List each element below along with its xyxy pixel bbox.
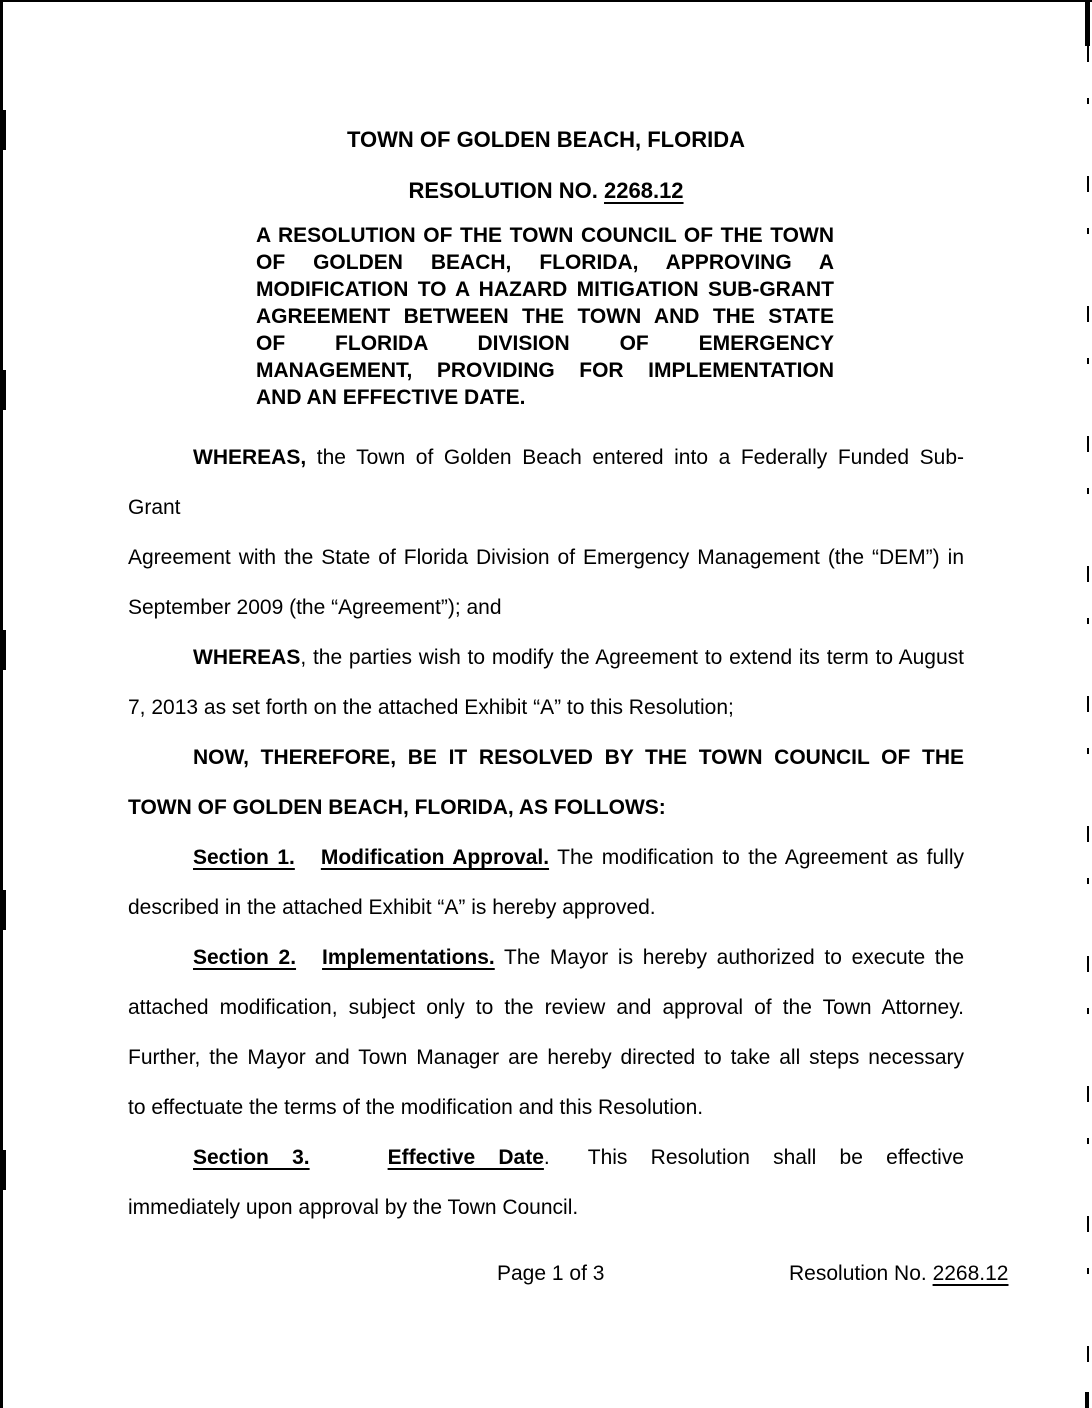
body-line-section-3 (128, 1183, 964, 1233)
text-run: The modification to the Agreement as fully (549, 846, 965, 869)
body-line-now-therefore (128, 783, 964, 833)
body-line-section-2 (128, 1083, 964, 1133)
body-line-section-1 (128, 883, 964, 933)
caption-line: OF GOLDEN BEACH, FLORIDA, APPROVING A (256, 251, 834, 274)
text-run: NOW, THEREFORE, BE IT RESOLVED BY THE TOWN COUNCIL OF THE (193, 746, 964, 769)
text-run: Section 3. (193, 1146, 310, 1169)
footer-page-number: Page 1 of 3 (497, 1262, 605, 1285)
body-line-whereas-1 (128, 433, 964, 533)
body-line-whereas-2 (128, 683, 964, 733)
body-line-section-2 (128, 933, 964, 983)
tab-space (295, 863, 321, 864)
text-run: Agreement with the State of Florida Division of Emergency Management (the “DEM”) in (128, 546, 964, 569)
text-run: Section 1. (193, 846, 295, 869)
document-title: TOWN OF GOLDEN BEACH, FLORIDA (346, 127, 746, 152)
text-run: TOWN OF GOLDEN BEACH, FLORIDA, AS FOLLOWS: (128, 796, 666, 819)
scan-artifact-right-top (1085, 0, 1090, 46)
text-run: to effectuate the terms of the modification and this Resolution. (128, 1096, 704, 1119)
scan-artifact-top-edge (0, 0, 1092, 2)
text-run: immediately upon approval by the Town Council. (128, 1196, 579, 1219)
caption (256, 222, 834, 411)
text-run: 7, 2013 as set forth on the attached Exhibit “A” to this Resolution; (128, 696, 734, 719)
scan-artifact-right-edge (1087, 46, 1089, 1392)
body-line-whereas-2 (128, 633, 964, 683)
caption-line: AGREEMENT BETWEEN THE TOWN AND THE STATE (256, 305, 834, 328)
footer-resolution-label: Resolution No. (789, 1262, 933, 1285)
caption-line: MANAGEMENT, PROVIDING FOR IMPLEMENTATION (256, 359, 834, 382)
text-run: Implementations. (322, 946, 495, 969)
body-line-section-3 (128, 1133, 964, 1183)
footer-resolution-number (789, 1262, 1009, 1286)
document-body (128, 433, 964, 1233)
scan-artifact-left-blobs (0, 0, 6, 1408)
text-run: Effective Date (387, 1146, 544, 1169)
text-run: attached modification, subject only to the review and approval of the Town Attorney. (128, 996, 964, 1019)
body-line-section-1 (128, 833, 964, 883)
resolution-heading-number: 2268.12 (604, 178, 684, 203)
resolution-heading-label: RESOLUTION NO. (408, 178, 605, 203)
body-line-now-therefore (128, 733, 964, 783)
tab-space (296, 963, 322, 964)
text-run: , the parties wish to modify the Agreement to extend its term to August (300, 646, 964, 669)
footer-resolution-value: 2268.12 (932, 1262, 1009, 1285)
tab-space (310, 1163, 388, 1164)
caption-line: OF FLORIDA DIVISION OF EMERGENCY (256, 332, 834, 355)
text-run: described in the attached Exhibit “A” is hereby approved. (128, 896, 656, 919)
text-run: This Resolution shall be effective (587, 1146, 964, 1169)
body-line-section-2 (128, 983, 964, 1033)
text-run: Further, the Mayor and Town Manager are hereby directed to take all steps necessary (128, 1046, 964, 1069)
text-run: September 2009 (the “Agreement”); and (128, 596, 502, 619)
text-run: Modification Approval. (320, 846, 550, 869)
caption-line: MODIFICATION TO A HAZARD MITIGATION SUB-GRANT (256, 278, 834, 301)
text-run: the Town of Golden Beach entered into a Federally Funded Sub-Grant (128, 446, 964, 519)
text-run: Section 2. (193, 946, 297, 969)
text-run: . (543, 1146, 550, 1169)
body-line-section-2 (128, 1033, 964, 1083)
text-run: WHEREAS (193, 646, 301, 669)
tab-space (550, 1163, 588, 1164)
scan-artifact-bottom-right (1085, 1392, 1089, 1408)
resolution-heading (0, 178, 1092, 204)
body-line-whereas-1 (128, 533, 964, 583)
text-run: WHEREAS, (193, 446, 307, 469)
body-line-whereas-1 (128, 583, 964, 633)
text-run: The Mayor is hereby authorized to execute the (494, 946, 965, 969)
caption-line: AND AN EFFECTIVE DATE. (256, 386, 526, 409)
caption-line: A RESOLUTION OF THE TOWN COUNCIL OF THE TOWN (256, 224, 834, 247)
